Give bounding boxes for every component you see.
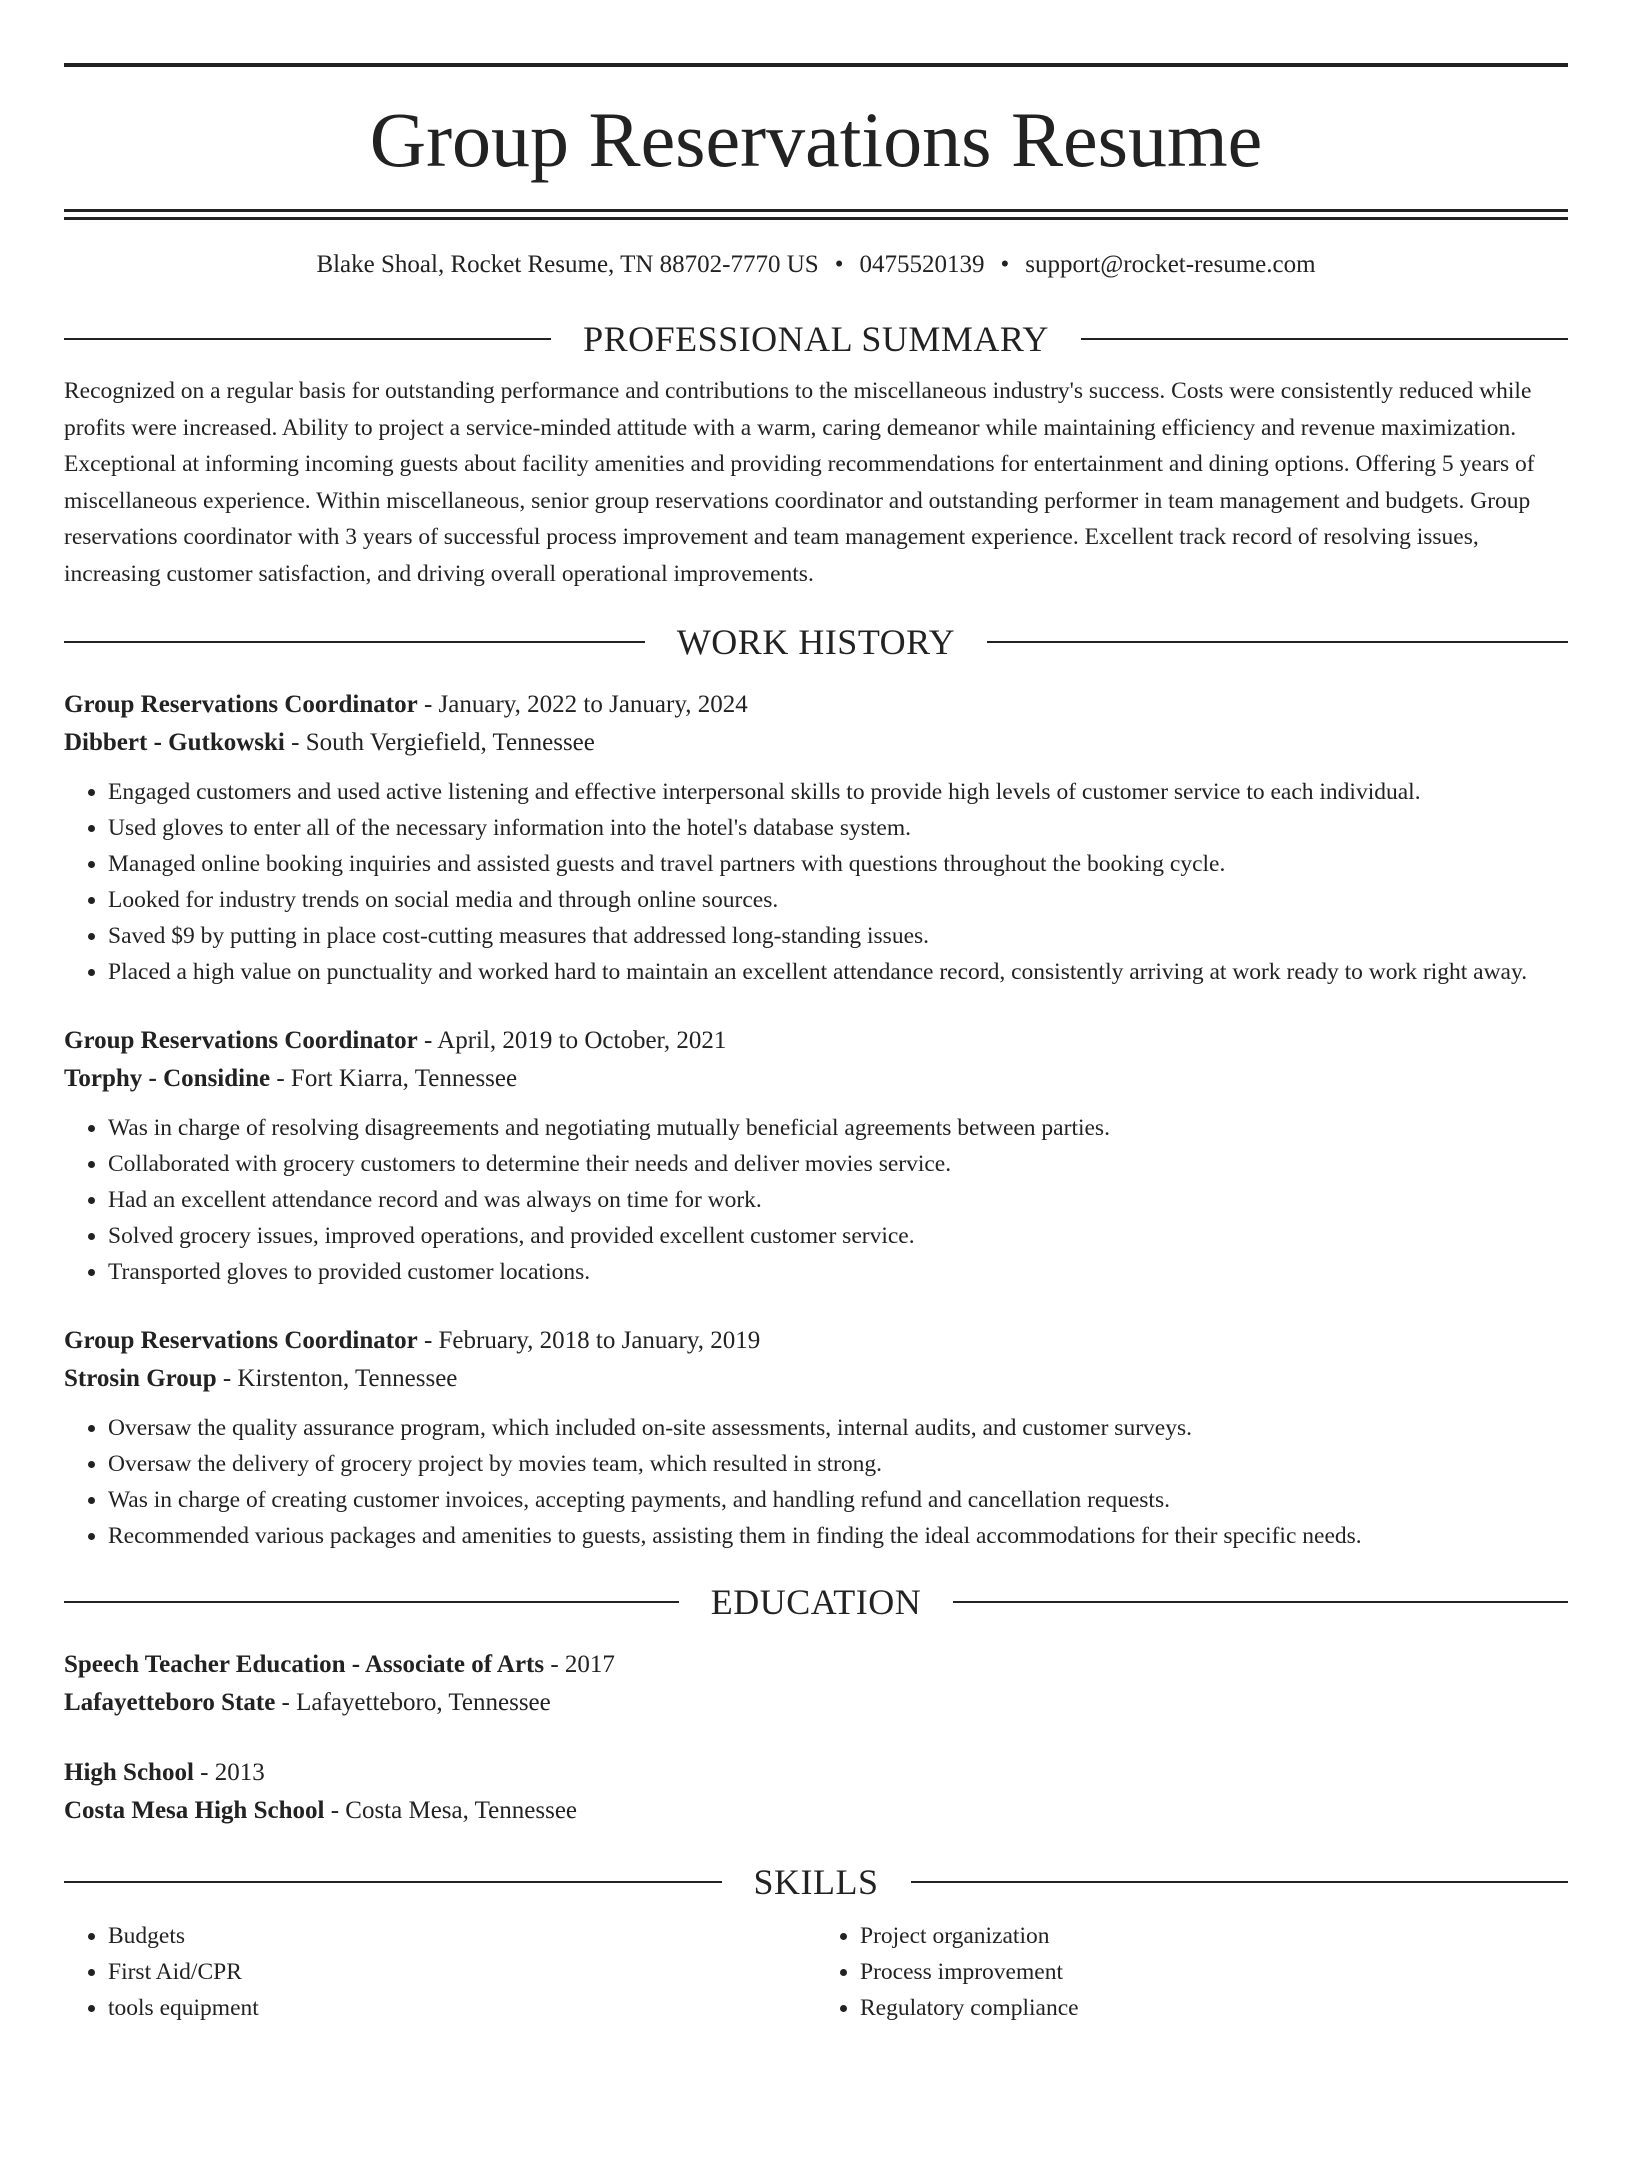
job-title-line (64, 686, 1568, 724)
contact-line (64, 249, 1568, 281)
education-degree-line (64, 1754, 1568, 1792)
section-title: EDUCATION (710, 1582, 922, 1622)
job-entry (64, 1322, 1568, 1554)
job-company-line (64, 1360, 1568, 1398)
education-degree: High School (64, 1759, 194, 1786)
section-heading-work (64, 620, 1568, 664)
job-company: Torphy - Considine (64, 1065, 271, 1092)
education-location: - Costa Mesa, Tennessee (324, 1797, 578, 1824)
education-school: Costa Mesa High School (64, 1797, 325, 1824)
section-heading-skills (64, 1860, 1568, 1904)
job-title-line (64, 1322, 1568, 1360)
section-title: PROFESSIONAL SUMMARY (583, 319, 1049, 359)
job-bullet: • Engaged customers and used active listening and effective interpersonal skills to provide high levels of customer service to each individual. (108, 774, 1568, 810)
job-bullet: • Transported gloves to provided customer locations. (108, 1254, 1568, 1290)
section-heading-education (64, 1580, 1568, 1624)
job-location: - South Vergiefield, Tennessee (284, 729, 595, 756)
job-dates: - February, 2018 to January, 2019 (417, 1327, 761, 1354)
education-school-line (64, 1684, 1568, 1722)
education-degree-line (64, 1646, 1568, 1684)
job-company: Strosin Group (64, 1365, 217, 1392)
education-year: - 2013 (193, 1759, 265, 1786)
skills-left-column (64, 1918, 816, 2026)
skill-item: • Process improvement (860, 1954, 1568, 1990)
job-bullet: • Used gloves to enter all of the necessary information into the hotel's database system. (108, 810, 1568, 846)
job-bullet: • Oversaw the delivery of grocery project by movies team, which resulted in strong. (108, 1446, 1568, 1482)
skill-item: • Budgets (108, 1918, 816, 1954)
education-degree: Speech Teacher Education - Associate of Arts (64, 1651, 545, 1678)
education-list (64, 1646, 1568, 1830)
education-year: - 2017 (544, 1651, 615, 1678)
job-bullet: • Was in charge of creating customer invoices, accepting payments, and handling refund and cancellation requests. (108, 1482, 1568, 1518)
education-school-line (64, 1792, 1568, 1830)
job-location: - Kirstenton, Tennessee (216, 1365, 458, 1392)
job-bullets (64, 1110, 1568, 1290)
education-school: Lafayetteboro State (64, 1689, 276, 1716)
education-entry (64, 1754, 1568, 1830)
job-dates: - January, 2022 to January, 2024 (417, 691, 748, 718)
job-title-line (64, 1022, 1568, 1060)
skill-item: • Project organization (860, 1918, 1568, 1954)
summary-text: Recognized on a regular basis for outstanding performance and contributions to the miscellaneous industry's success. Costs were consistently reduced while profits were increased. Ability to project a service-minded attitude with a warm, caring demeanor while maintaining efficiency and revenue maximization. Exceptional at informing incoming guests about facility amenities and providing recommendations for entertainment and dining options. Offering 5 years of miscellaneous experience. Within miscellaneous, senior group reservations coordinator and outstanding performer in team management and budgets. Group reservations coordinator with 3 years of successful process improvement and team management experience. Excellent track record of resolving issues, increasing customer satisfaction, and driving overall operational improvements. (64, 378, 1535, 587)
job-company: Dibbert - Gutkowski (64, 729, 285, 756)
title-double-rule (64, 209, 1568, 220)
job-bullet: • Had an excellent attendance record and was always on time for work. (108, 1182, 1568, 1218)
job-bullet: • Managed online booking inquiries and assisted guests and travel partners with questions throughout the booking cycle. (108, 846, 1568, 882)
job-entry (64, 686, 1568, 990)
skill-item: • First Aid/CPR (108, 1954, 816, 1990)
job-bullet: • Looked for industry trends on social media and through online sources. (108, 882, 1568, 918)
education-entry (64, 1646, 1568, 1722)
resume-page (0, 63, 1632, 2175)
contact-separator: • (834, 251, 844, 278)
job-bullet: • Placed a high value on punctuality and worked hard to maintain an excellent attendance record, consistently arriving at work ready to work right away. (108, 954, 1568, 990)
job-bullet: • Was in charge of resolving disagreements and negotiating mutually beneficial agreements between parties. (108, 1110, 1568, 1146)
skill-item: • Regulatory compliance (860, 1990, 1568, 2026)
job-bullet: • Oversaw the quality assurance program, which included on-site assessments, internal audits, and customer surveys. (108, 1410, 1568, 1446)
skills-columns (64, 1918, 1568, 2026)
skills-right-column (816, 1918, 1568, 2026)
skill-item: • tools equipment (108, 1990, 816, 2026)
heading-rule (64, 338, 551, 340)
job-company-line (64, 724, 1568, 762)
job-bullet: • Recommended various packages and amenities to guests, assisting them in finding the ideal accommodations for their specific needs. (108, 1518, 1568, 1554)
job-bullets (64, 774, 1568, 990)
work-history-list (64, 686, 1568, 1554)
job-entry (64, 1022, 1568, 1290)
job-dates: - April, 2019 to October, 2021 (417, 1027, 727, 1054)
heading-rule (64, 1601, 679, 1603)
job-bullet: • Saved $9 by putting in place cost-cutting measures that addressed long-standing issues. (108, 918, 1568, 954)
contact-phone: 0475520139 (859, 251, 985, 278)
section-heading-summary (64, 317, 1568, 361)
heading-rule (953, 1601, 1568, 1603)
contact-address: Blake Shoal, Rocket Resume, TN 88702-7770 US (316, 251, 819, 278)
job-title: Group Reservations Coordinator (64, 691, 418, 718)
job-title: Group Reservations Coordinator (64, 1027, 418, 1054)
job-title: Group Reservations Coordinator (64, 1327, 418, 1354)
job-location: - Fort Kiarra, Tennessee (270, 1065, 518, 1092)
page-title: Group Reservations Resume (369, 96, 1263, 183)
heading-rule (911, 1881, 1569, 1883)
job-bullets (64, 1410, 1568, 1554)
contact-separator: • (1000, 251, 1010, 278)
section-title: WORK HISTORY (676, 622, 956, 662)
job-company-line (64, 1060, 1568, 1098)
heading-rule (987, 641, 1568, 643)
heading-rule (64, 641, 645, 643)
heading-rule (1081, 338, 1568, 340)
contact-email: support@rocket-resume.com (1025, 251, 1316, 278)
section-title: SKILLS (753, 1862, 879, 1902)
job-bullet: • Solved grocery issues, improved operations, and provided excellent customer service. (108, 1218, 1568, 1254)
heading-rule (64, 1881, 722, 1883)
job-bullet: • Collaborated with grocery customers to determine their needs and deliver movies service. (108, 1146, 1568, 1182)
education-location: - Lafayetteboro, Tennessee (275, 1689, 551, 1716)
